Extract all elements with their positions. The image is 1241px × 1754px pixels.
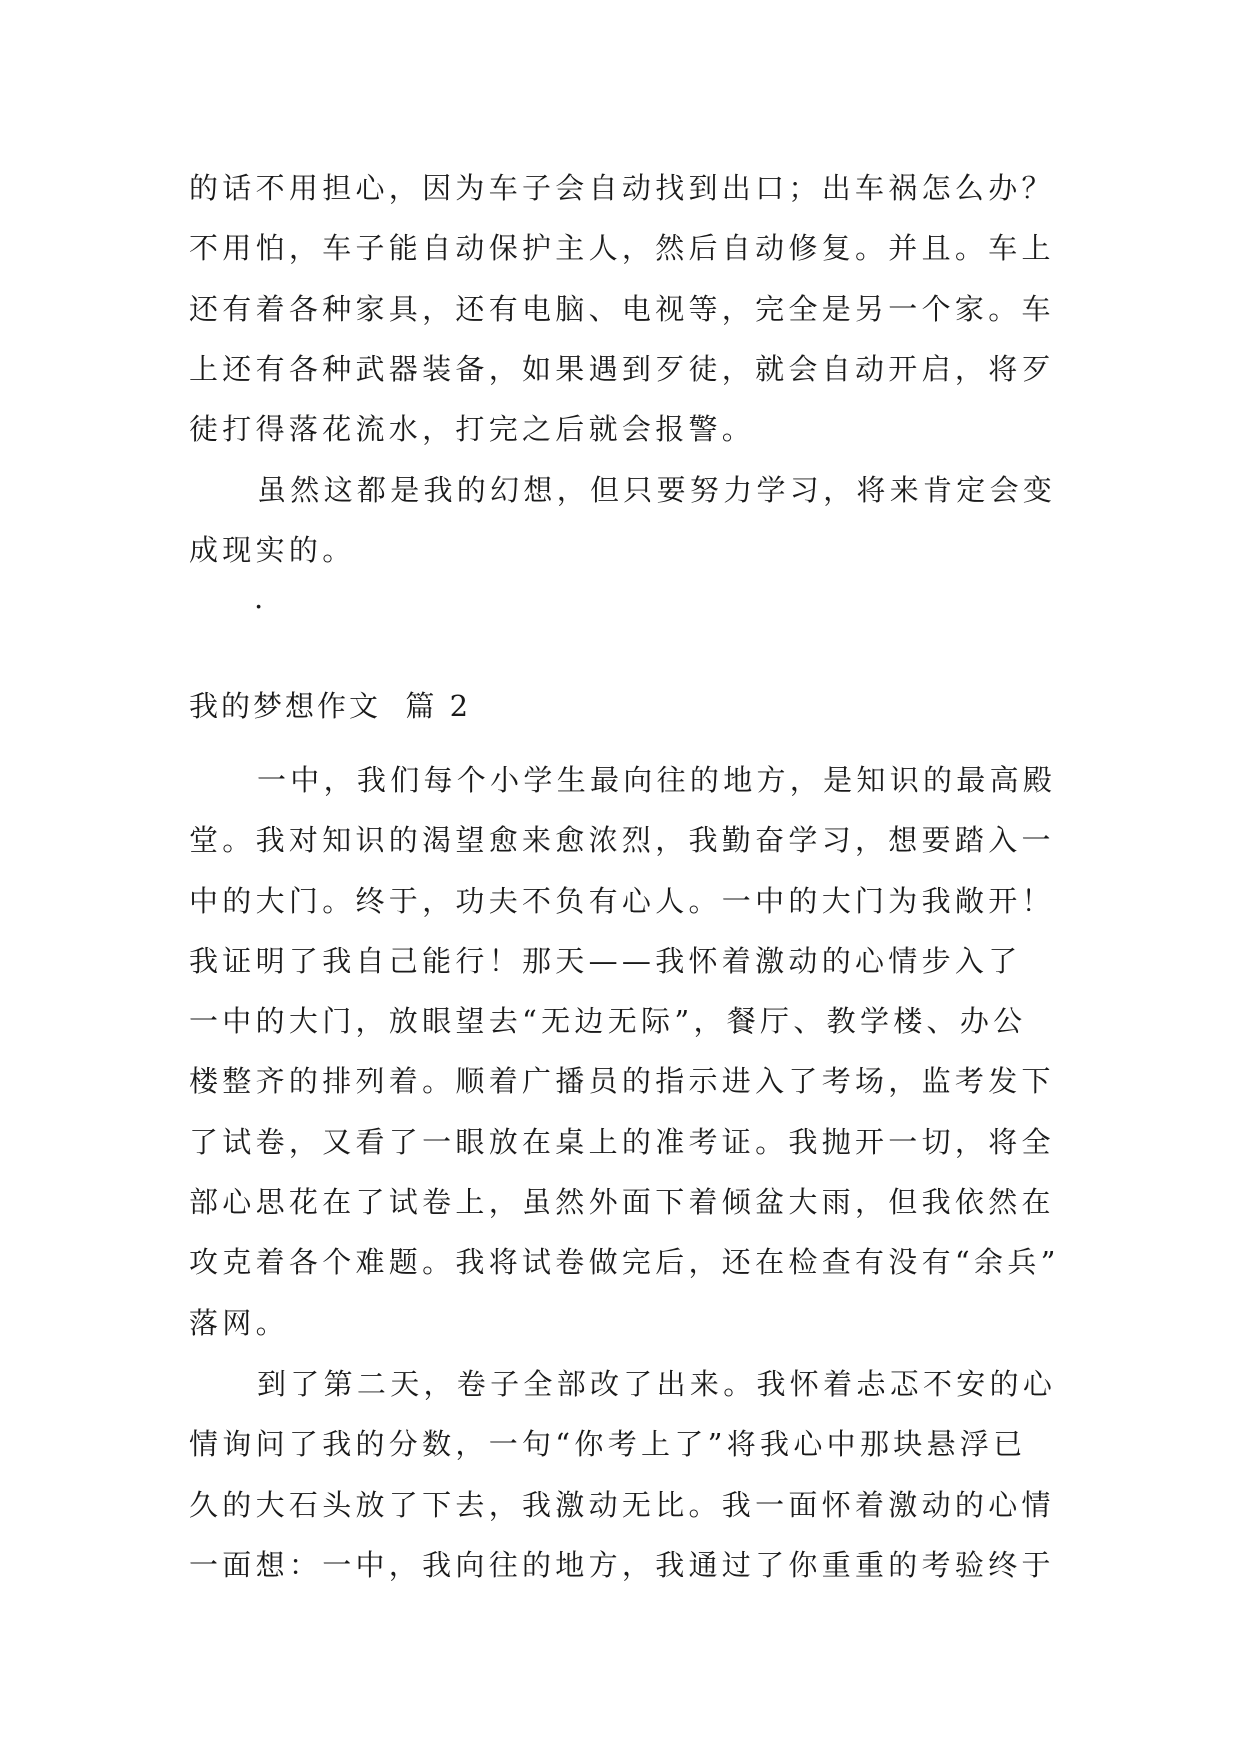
text-line: 成现实的。 xyxy=(189,533,356,568)
text-line: 一中的大门，放眼望去“无边无际”，餐厅、教学楼、办公 xyxy=(189,1004,1027,1039)
text-line: 了试卷，又看了一眼放在桌上的准考证。我抛开一切，将全 xyxy=(189,1124,1055,1159)
continuation-paragraph xyxy=(189,158,1054,459)
text-line: 落网。 xyxy=(189,1305,289,1340)
separator-dot: . xyxy=(254,581,264,615)
text-line: 上还有各种武器装备，如果遇到歹徒，就会自动开启，将歹 xyxy=(189,351,1055,386)
text-line: 我证明了我自己能行！那天——我怀着激动的心情步入了 xyxy=(189,943,1022,978)
essay-paragraph-1 xyxy=(189,750,1060,1353)
text-line: 虽然这都是我的幻想，但只要努力学习，将来肯定会变 xyxy=(257,473,1057,507)
text-line: 不用怕，车子能自动保护主人，然后自动修复。并且。车上 xyxy=(189,231,1055,266)
essay-paragraph-2 xyxy=(189,1354,1057,1595)
text-line: 情询问了我的分数，一句“你考上了”将我心中那块悬浮已 xyxy=(189,1427,1027,1462)
text-line: 久的大石头放了下去，我激动无比。我一面怀着激动的心情 xyxy=(189,1487,1055,1522)
text-line: 攻克着各个难题。我将试卷做完后，还在检查有没有“余兵” xyxy=(189,1245,1060,1280)
closing-paragraph xyxy=(189,460,1057,581)
text-line: 堂。我对知识的渴望愈来愈浓烈，我勤奋学习，想要踏入一 xyxy=(189,823,1055,858)
text-line: 一面想：一中，我向往的地方，我通过了你重重的考验终于 xyxy=(189,1547,1055,1582)
text-line: 徒打得落花流水，打完之后就会报警。 xyxy=(189,412,756,447)
section-heading: 我的梦想作文 篇 2 xyxy=(189,689,472,723)
text-line: 还有着各种家具，还有电脑、电视等，完全是另一个家。车 xyxy=(189,291,1055,326)
text-line: 中的大门。终于，功夫不负有心人。一中的大门为我敞开！ xyxy=(189,883,1055,918)
text-line: 楼整齐的排列着。顺着广播员的指示进入了考场，监考发下 xyxy=(189,1064,1055,1099)
text-line: 一中，我们每个小学生最向往的地方，是知识的最高殿 xyxy=(257,763,1057,797)
text-line: 的话不用担心，因为车子会自动找到出口；出车祸怎么办？ xyxy=(189,171,1055,205)
text-line: 部心思花在了试卷上，虽然外面下着倾盆大雨，但我依然在 xyxy=(189,1185,1055,1220)
text-line: 到了第二天，卷子全部改了出来。我怀着忐忑不安的心 xyxy=(257,1367,1057,1401)
